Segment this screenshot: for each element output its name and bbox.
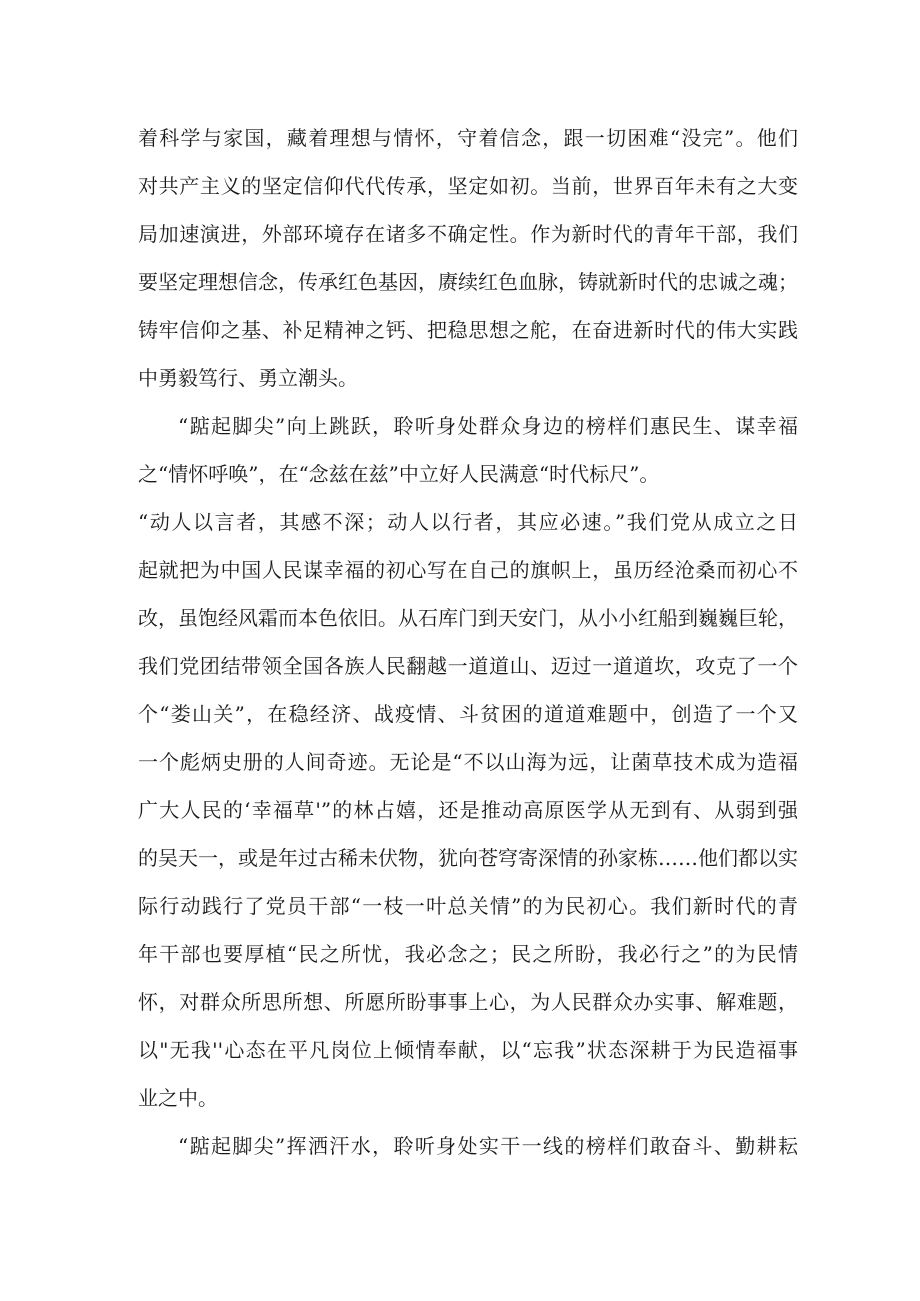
text-line-2: 对共产主义的坚定信仰代代传承，坚定如初。当前，世界百年未有之大变 [138, 174, 798, 198]
text-line-14: 一个彪炳史册的人间奇迹。无论是“不以山海为远，让菌草技术成为造福 [138, 750, 798, 774]
text-line-5: 铸牢信仰之基、补足精神之钙、把稳思想之舵，在奋进新时代的伟大实践 [138, 318, 798, 342]
text-line-19: 怀，对群众所思所想、所愿所盼事事上心，为人民群众办实事、解难题， [138, 990, 798, 1014]
text-line-17: 际行动践行了党员干部“一枝一叶总关情”的为民初心。我们新时代的青 [138, 894, 798, 918]
text-line-11: 改，虽饱经风霜而本色依旧。从石库门到天安门，从小小红船到巍巍巨轮， [138, 606, 798, 630]
text-line-6: 中勇毅笃行、勇立潮头。 [138, 366, 358, 390]
text-line-16: 的吴天一，或是年过古稀未伏物，犹向苍穹寄深情的孙家栋……他们都以实 [138, 846, 798, 870]
text-line-1: 着科学与家国，藏着理想与情怀，守着信念，跟一切困难“没完”。他们 [138, 126, 798, 150]
text-line-7: “踮起脚尖”向上跳跃，聆听身处群众身边的榜样们惠民生、谋幸福 [178, 414, 798, 438]
text-line-21: 业之中。 [138, 1086, 218, 1110]
text-line-3: 局加速演进，外部环境存在诸多不确定性。作为新时代的青年干部，我们 [138, 222, 798, 246]
text-line-15: 广大人民的‘幸福草'”的林占嬉，还是推动高原医学从无到有、从弱到强 [138, 798, 798, 822]
text-line-18: 年干部也要厚植“民之所忧，我必念之；民之所盼，我必行之”的为民情 [138, 942, 798, 966]
text-line-4: 要坚定理想信念，传承红色基因，赓续红色血脉，铸就新时代的忠诚之魂； [138, 270, 798, 294]
text-line-9: “动人以言者，其感不深；动人以行者，其应必速。”我们党从成立之日 [138, 510, 798, 534]
text-line-8: 之“情怀呼唤”，在“念兹在兹”中立好人民满意“时代标尺”。 [138, 462, 660, 486]
text-line-20: 以"无我''心态在平凡岗位上倾情奉献，以“忘我”状态深耕于为民造福事 [138, 1038, 798, 1062]
text-line-22: “踮起脚尖”挥洒汗水，聆听身处实干一线的榜样们敢奋斗、勤耕耘 [178, 1134, 798, 1158]
text-line-12: 我们党团结带领全国各族人民翻越一道道山、迈过一道道坎，攻克了一个 [138, 654, 798, 678]
text-line-10: 起就把为中国人民谋幸福的初心写在自己的旗帜上，虽历经沧桑而初心不 [138, 558, 798, 582]
text-line-13: 个“娄山关”，在稳经济、战疫情、斗贫困的道道难题中，创造了一个又 [138, 702, 798, 726]
